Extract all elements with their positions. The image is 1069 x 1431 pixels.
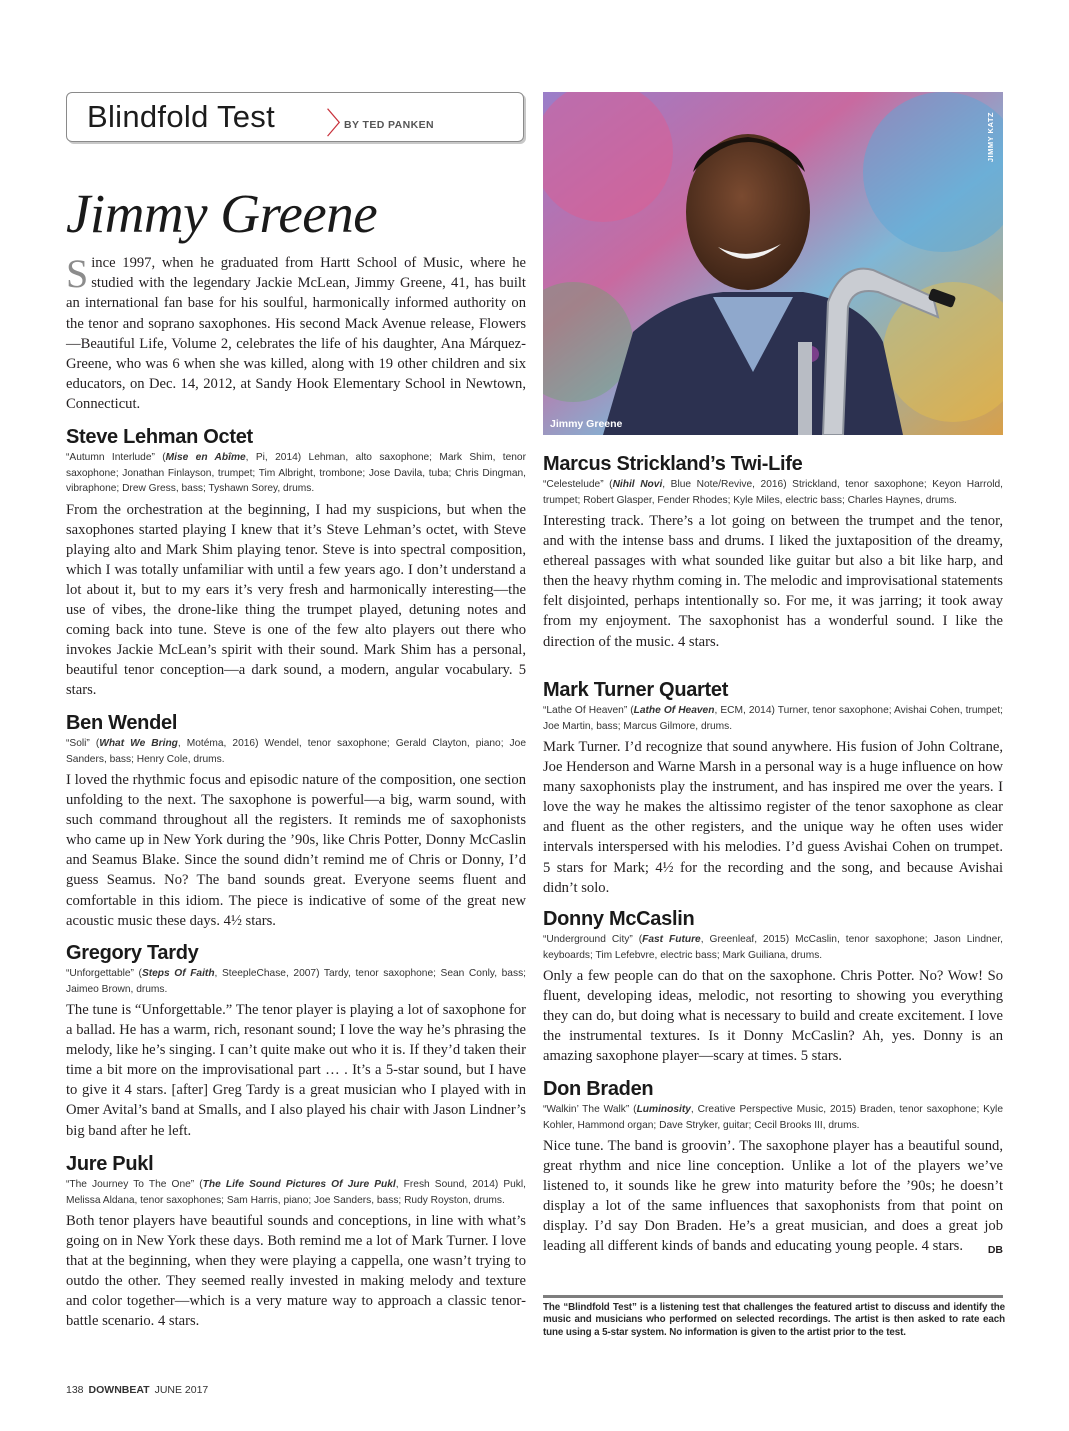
- chevron-right-icon: 〉: [326, 108, 356, 141]
- intro-paragraph: [66, 253, 526, 415]
- review-text: I loved the rhythmic focus and episodic nature of the composition, one section unfolding to the next. The saxophone is powerful—a big, warm sound, with such command throughout all the registers. It reminds me of saxophonists who came up in New York during the ’90s, like Chris Potter, Donny McCaslin and Seamus Blake. Since the sound didn’t remind me of Chris or Donny, I’d guess Seamus. No? The band sounds great. Everyone seems fluent and comfortable in this idiom. The piece is indicative of some of the great new acoustic music these days. 4½ stars.: [66, 772, 526, 929]
- personnel: , Blue Note/Revive, 2016) Strickland, tenor saxophone; Keyon Harrold, trumpet; Robert Glasper, Fender Rhodes; Kyle Miles, electric bass; Charles Haynes, drums.: [543, 479, 1003, 506]
- page-folio: [66, 1384, 208, 1396]
- artist-name: Jimmy Greene: [66, 183, 378, 244]
- personnel: , Creative Perspective Music, 2015) Braden, tenor saxophone; Kyle Kohler, Hammond organ; Dave Stryker, guitar; Cecil Brooks III, drums.: [543, 1104, 1003, 1131]
- review-steve-lehman-octet: [66, 426, 526, 700]
- track-name: “Autumn Interlude” (: [66, 452, 166, 463]
- blindfold-test-note: The “Blindfold Test” is a listening test that challenges the featured artist to discuss and identify the music and musicians who performed on selected recordings. The artist is then asked to rate each tune using a 5-star system. No information is given to the artist prior to the test.: [543, 1302, 1005, 1338]
- column-title: Blindfold Test: [87, 99, 276, 134]
- review-text: The tune is “Unforgettable.” The tenor player is playing a lot of saxophone for a ballad. He has a warm, rich, resonant sound; I love the way he’s phrasing the melody, like he’s singing. I can’t quite make out who it is. If they’d taken their time a bit more on the improvisational part … . It’s a 5-star sound, but I have to give it 4 stars. [after] Greg Tardy is a great musician who I played with in Omer Avital’s band at Smalls, and I also played his chair with Jason Lindner’s big band after he left.: [66, 1002, 526, 1139]
- track-credits: [543, 1102, 1003, 1133]
- album-title: Nihil Novi: [612, 479, 663, 490]
- track-credits: [543, 932, 1003, 963]
- track-credits: [66, 450, 526, 497]
- page-number: 138: [66, 1384, 84, 1396]
- track-credits: [66, 1177, 526, 1208]
- album-title: Lathe Of Heaven: [633, 705, 715, 716]
- issue-date: JUNE 2017: [154, 1384, 209, 1396]
- review-text: Only a few people can do that on the saxophone. Chris Potter. No? Wow! So fluent, developing ideas, melodic, not resorting to showing you everything they can do, but doing what is necessary to build and create excitement. I love the instrumental textures. Is it Donny McCaslin? Ah, yes. Donny is an amazing saxophone player—scary at times. 5 stars.: [543, 968, 1003, 1065]
- review-text: [543, 1136, 1003, 1257]
- track-name: “Underground City” (: [543, 934, 643, 945]
- personnel: , Greenleaf, 2015) McCaslin, tenor saxophone; Jason Lindner, keyboards; Tim Lefebvre, electric bass; Mark Guiliana, drums.: [543, 934, 1003, 961]
- personnel: , Fresh Sound, 2014) Pukl, Melissa Aldana, tenor saxophones; Sam Harris, piano; Joe Sanders, bass; Rudy Royston, drums.: [66, 1179, 526, 1206]
- blindfold-test-header: [66, 92, 524, 142]
- note-divider: [543, 1295, 1003, 1298]
- review-gregory-tardy: [66, 942, 526, 1141]
- album-title: The Life Sound Pictures Of Jure Pukl: [202, 1179, 396, 1190]
- track-name: “Celestelude” (: [543, 479, 613, 490]
- album-title: What We Bring: [99, 738, 178, 749]
- section-title: Marcus Strickland’s Twi-Life: [543, 453, 803, 475]
- section-title: Mark Turner Quartet: [543, 679, 729, 701]
- review-donny-mccaslin: [543, 908, 1003, 1066]
- track-name: “Unforgettable” (: [66, 968, 142, 979]
- review-marcus-strickland: [543, 453, 1003, 652]
- track-credits: [543, 703, 1003, 734]
- section-title: Jure Pukl: [66, 1153, 154, 1175]
- section-title: Gregory Tardy: [66, 942, 199, 964]
- track-credits: [66, 966, 526, 997]
- track-credits: [543, 477, 1003, 508]
- track-name: “Walkin’ The Walk” (: [543, 1104, 637, 1115]
- review-text: Mark Turner. I’d recognize that sound anywhere. His fusion of John Coltrane, Joe Henderson and Warne Marsh in a personal way is a huge influence on how many saxophonists play the instrument, and has inspired me over the years. I love the way he makes the altissimo register of the tenor saxophone as clear and fluent as the other registers, and the unique way he often uses wider intervals interspersed with his melodies. I’d guess Avishai Cohen on trumpet. 5 stars for Mark; 4½ for the recording and the song, and because Avishai didn’t solo.: [543, 739, 1003, 896]
- drop-cap: S: [66, 251, 89, 296]
- review-ben-wendel: [66, 712, 526, 931]
- review-don-braden: [543, 1078, 1003, 1261]
- personnel: , SteepleChase, 2007) Tardy, tenor saxophone; Sean Conly, bass; Jaimeo Brown, drums.: [66, 968, 526, 995]
- album-title: Luminosity: [636, 1104, 691, 1115]
- section-title: Ben Wendel: [66, 712, 178, 734]
- section-title: Steve Lehman Octet: [66, 426, 253, 448]
- photo-illustration: [543, 92, 1003, 435]
- signoff: DB: [987, 1244, 1003, 1257]
- track-credits: [66, 736, 526, 767]
- photo-caption: Jimmy Greene: [550, 418, 623, 430]
- track-name: “Soli” (: [66, 738, 100, 749]
- album-title: Steps Of Faith: [141, 968, 215, 979]
- review-mark-turner-quartet: [543, 679, 1003, 898]
- magazine-name: DOWNBEAT: [88, 1384, 150, 1396]
- byline: BY TED PANKEN: [344, 119, 434, 131]
- review-text: Interesting track. There’s a lot going on between the trumpet and the tenor, and with the intense bass and drums. I liked the juxtaposition of the dreamy, ethereal passages with what sounded like guitar but also a bit like harp, and then the heavy rhythm coming in. The melodic and improvisational statements felt disjointed, perhaps intentionally so. For me, it was jarring; it took away from my enjoyment. The saxophonist has a wonderful sound. I like the direction of the music. 4 stars.: [543, 513, 1003, 650]
- review-text: From the orchestration at the beginning, I had my suspicions, but when the saxophones started playing I knew that it’s Steve Lehman’s octet, with Steve playing alto and Mark Shim playing tenor. Steve is into spectral composition, which I was totally unfamiliar with until a few years ago. I don’t understand a lot about it, but to my ears it’s very fresh and harmonically interesting—the use of vibes, the drone-like thing the trumpet played, detuning notes and coming back into tune. Steve is one of the few alto players out there who invokes Jackie McLean’s spirit with their sound. Mark Shim has a personal, beautiful tenor conception—a dark sound, a modern, angular vocabulary. 5 stars.: [66, 501, 526, 699]
- photo-credit: JIMMY KATZ: [986, 112, 995, 163]
- review-text: Both tenor players have beautiful sounds and conceptions, in line with what’s going on in New York these days. Both remind me a lot of Mark Turner. I love that at the beginning, when they were playing a cappella, one wasn’t trying to outdo the other. They seemed really invested in making melody and texture and color together—which is a very mature way to approach a classic tenor-battle scenario. 4 stars.: [66, 1213, 526, 1330]
- review-body: Nice tune. The band is groovin’. The saxophone player has a beautiful sound, great rhythm and nice line conception. Unlike a lot of the players we’ve listened to, it sounds like he grew into maturity before the ’90s; he doesn’t display a lot of the same influences that saxophonists from that point on display. I’d say Don Braden. He’s a great musician, and does a great job leading all different kinds of bands and educating young people. 4 stars.: [543, 1138, 1003, 1255]
- track-name: “The Journey To The One” (: [66, 1179, 203, 1190]
- personnel: , ECM, 2014) Turner, tenor saxophone; Avishai Cohen, trumpet; Joe Martin, bass; Marcus Gilmore, drums.: [543, 705, 1003, 732]
- artist-photo: [543, 92, 1003, 435]
- personnel: , Motéma, 2016) Wendel, tenor saxophone; Gerald Clayton, piano; Joe Sanders, bass; Henry Cole, drums.: [66, 738, 526, 765]
- album-title: Mise en Abîme: [165, 452, 246, 463]
- personnel: , Pi, 2014) Lehman, alto saxophone; Mark Shim, tenor saxophone; Jonathan Finlayson, trumpet; Tim Albright, trombone; Jose Davila, tuba; Chris Dingman, vibraphone; Drew Gress, bass; Tyshawn Sorey, drums.: [66, 452, 526, 494]
- section-title: Don Braden: [543, 1078, 654, 1100]
- section-title: Donny McCaslin: [543, 908, 695, 930]
- intro-text: ince 1997, when he graduated from Hartt School of Music, where he studied with the legendary Jackie McLean, Jimmy Greene, 41, has built an international fan base for his soulful, harmonically informed authority on the tenor and soprano saxophones. His second Mack Avenue release, Flowers—Beautiful Life, Volume 2, celebrates the life of his daughter, Ana Márquez-Greene, who was 6 when she was killed, along with 19 other children and six educators, on Dec. 14, 2012, at Sandy Hook Elementary School in Newtown, Connecticut.: [66, 255, 526, 413]
- review-jure-pukl: [66, 1153, 526, 1332]
- track-name: “Lathe Of Heaven” (: [543, 705, 634, 716]
- album-title: Fast Future: [642, 934, 701, 945]
